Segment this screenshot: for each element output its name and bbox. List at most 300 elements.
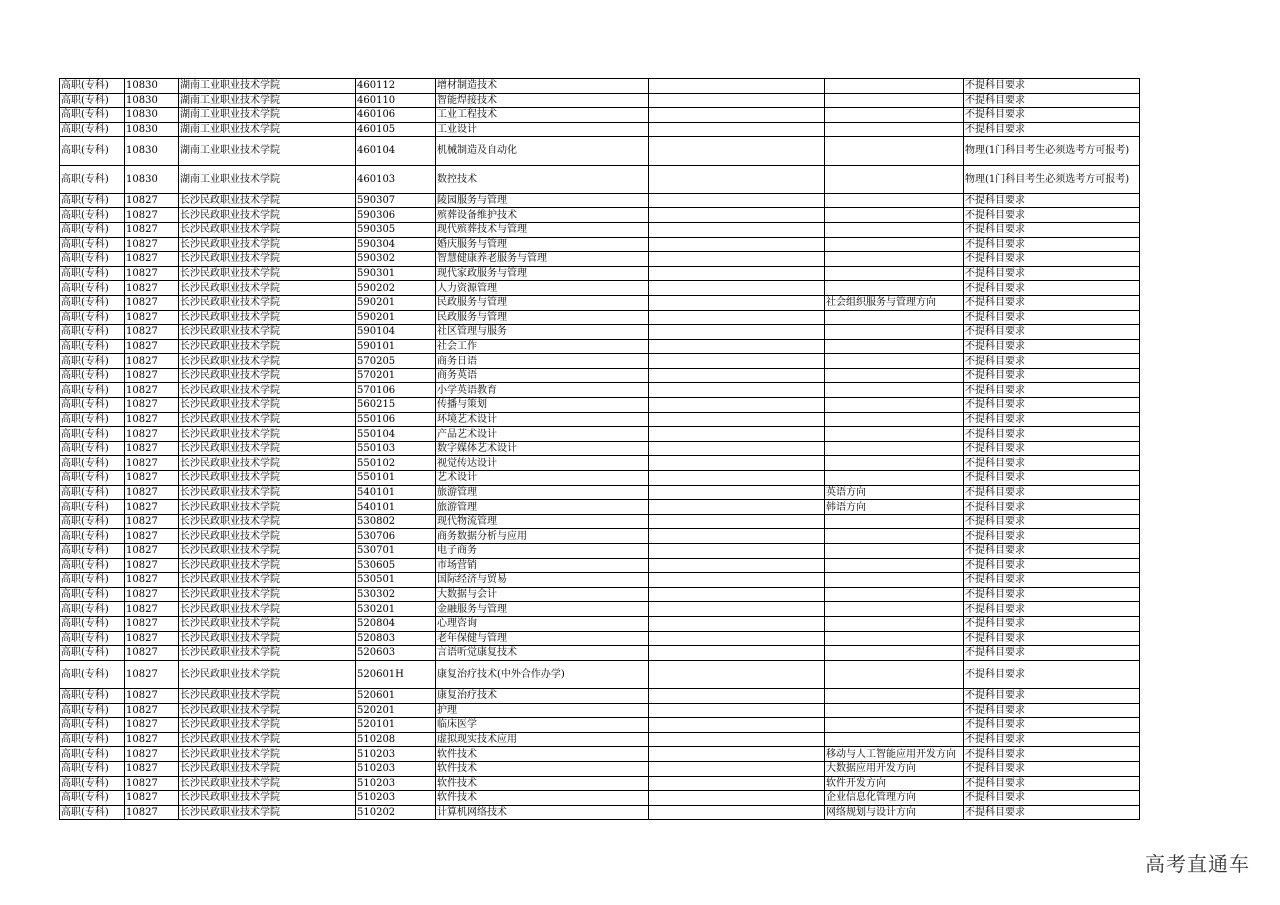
school-code-cell: 10830 — [125, 122, 179, 137]
table-row — [60, 383, 1140, 398]
subject-requirement-cell: 不提科目要求 — [964, 646, 1140, 661]
school-code-cell: 10827 — [125, 368, 179, 383]
direction-cell — [825, 122, 964, 137]
subject-requirement-cell: 不提科目要求 — [964, 354, 1140, 369]
school-code-cell: 10827 — [125, 776, 179, 791]
major-name-cell: 民政服务与管理 — [436, 295, 649, 310]
major-name-cell: 现代殡葬技术与管理 — [436, 222, 649, 237]
remark-cell — [649, 602, 825, 617]
subject-requirement-cell: 不提科目要求 — [964, 776, 1140, 791]
major-code-cell: 460106 — [356, 108, 436, 123]
school-code-cell: 10827 — [125, 295, 179, 310]
school-name-cell: 长沙民政职业技术学院 — [179, 208, 356, 223]
school-code-cell: 10827 — [125, 471, 179, 486]
table-row — [60, 805, 1140, 820]
direction-cell — [825, 573, 964, 588]
table-row — [60, 616, 1140, 631]
major-code-cell: 590201 — [356, 295, 436, 310]
direction-cell — [825, 108, 964, 123]
remark-cell — [649, 295, 825, 310]
subject-requirement-cell: 不提科目要求 — [964, 544, 1140, 559]
school-name-cell: 长沙民政职业技术学院 — [179, 281, 356, 296]
school-name-cell: 长沙民政职业技术学院 — [179, 398, 356, 413]
table-row — [60, 660, 1140, 688]
subject-requirement-cell: 不提科目要求 — [964, 266, 1140, 281]
school-code-cell: 10827 — [125, 602, 179, 617]
direction-cell: 大数据应用开发方向 — [825, 761, 964, 776]
school-code-cell: 10827 — [125, 791, 179, 806]
major-code-cell: 590307 — [356, 193, 436, 208]
subject-requirement-cell: 不提科目要求 — [964, 660, 1140, 688]
table-row — [60, 631, 1140, 646]
remark-cell — [649, 383, 825, 398]
major-code-cell: 510203 — [356, 791, 436, 806]
subject-requirement-cell: 不提科目要求 — [964, 631, 1140, 646]
major-code-cell: 550102 — [356, 456, 436, 471]
subject-requirement-cell: 不提科目要求 — [964, 108, 1140, 123]
major-code-cell: 550101 — [356, 471, 436, 486]
school-name-cell: 长沙民政职业技术学院 — [179, 339, 356, 354]
remark-cell — [649, 193, 825, 208]
remark-cell — [649, 776, 825, 791]
remark-cell — [649, 237, 825, 252]
major-name-cell: 软件技术 — [436, 776, 649, 791]
major-code-cell: 530605 — [356, 558, 436, 573]
major-name-cell: 旅游管理 — [436, 500, 649, 515]
major-code-cell: 510203 — [356, 747, 436, 762]
direction-cell — [825, 165, 964, 193]
school-name-cell: 长沙民政职业技术学院 — [179, 805, 356, 820]
direction-cell — [825, 427, 964, 442]
table-body — [60, 79, 1140, 820]
remark-cell — [649, 165, 825, 193]
school-code-cell: 10827 — [125, 558, 179, 573]
major-code-cell: 460112 — [356, 79, 436, 94]
school-code-cell: 10827 — [125, 456, 179, 471]
subject-requirement-cell: 不提科目要求 — [964, 325, 1140, 340]
remark-cell — [649, 791, 825, 806]
direction-cell — [825, 222, 964, 237]
major-code-cell: 550106 — [356, 412, 436, 427]
level-cell: 高职(专科) — [60, 354, 125, 369]
direction-cell — [825, 646, 964, 661]
level-cell: 高职(专科) — [60, 237, 125, 252]
table-row — [60, 602, 1140, 617]
major-code-cell: 540101 — [356, 500, 436, 515]
major-code-cell: 570205 — [356, 354, 436, 369]
school-code-cell: 10827 — [125, 427, 179, 442]
major-code-cell: 590301 — [356, 266, 436, 281]
level-cell: 高职(专科) — [60, 208, 125, 223]
subject-requirement-cell: 不提科目要求 — [964, 514, 1140, 529]
major-name-cell: 商务英语 — [436, 368, 649, 383]
school-name-cell: 长沙民政职业技术学院 — [179, 500, 356, 515]
major-name-cell: 老年保健与管理 — [436, 631, 649, 646]
subject-requirement-cell: 不提科目要求 — [964, 718, 1140, 733]
school-name-cell: 长沙民政职业技术学院 — [179, 471, 356, 486]
direction-cell — [825, 529, 964, 544]
direction-cell — [825, 631, 964, 646]
level-cell: 高职(专科) — [60, 383, 125, 398]
school-code-cell: 10827 — [125, 646, 179, 661]
major-name-cell: 康复治疗技术 — [436, 688, 649, 703]
level-cell: 高职(专科) — [60, 558, 125, 573]
subject-requirement-cell: 不提科目要求 — [964, 558, 1140, 573]
major-name-cell: 民政服务与管理 — [436, 310, 649, 325]
major-name-cell: 数字媒体艺术设计 — [436, 441, 649, 456]
table-row — [60, 208, 1140, 223]
major-name-cell: 婚庆服务与管理 — [436, 237, 649, 252]
subject-requirement-cell: 不提科目要求 — [964, 456, 1140, 471]
remark-cell — [649, 558, 825, 573]
school-code-cell: 10827 — [125, 688, 179, 703]
direction-cell — [825, 266, 964, 281]
major-name-cell: 临床医学 — [436, 718, 649, 733]
school-code-cell: 10827 — [125, 325, 179, 340]
remark-cell — [649, 587, 825, 602]
major-name-cell: 国际经济与贸易 — [436, 573, 649, 588]
major-name-cell: 工业设计 — [436, 122, 649, 137]
major-name-cell: 陵园服务与管理 — [436, 193, 649, 208]
major-name-cell: 社区管理与服务 — [436, 325, 649, 340]
school-name-cell: 长沙民政职业技术学院 — [179, 354, 356, 369]
subject-requirement-cell: 不提科目要求 — [964, 208, 1140, 223]
subject-requirement-cell: 不提科目要求 — [964, 441, 1140, 456]
level-cell: 高职(专科) — [60, 471, 125, 486]
school-name-cell: 湖南工业职业技术学院 — [179, 79, 356, 94]
subject-requirement-cell: 不提科目要求 — [964, 688, 1140, 703]
remark-cell — [649, 122, 825, 137]
major-name-cell: 软件技术 — [436, 791, 649, 806]
level-cell: 高职(专科) — [60, 456, 125, 471]
school-name-cell: 长沙民政职业技术学院 — [179, 193, 356, 208]
school-code-cell: 10827 — [125, 485, 179, 500]
remark-cell — [649, 529, 825, 544]
remark-cell — [649, 79, 825, 94]
subject-requirement-cell: 不提科目要求 — [964, 761, 1140, 776]
major-name-cell: 商务日语 — [436, 354, 649, 369]
major-code-cell: 520804 — [356, 616, 436, 631]
school-code-cell: 10827 — [125, 761, 179, 776]
school-name-cell: 长沙民政职业技术学院 — [179, 368, 356, 383]
level-cell: 高职(专科) — [60, 646, 125, 661]
table-row — [60, 368, 1140, 383]
major-name-cell: 心理咨询 — [436, 616, 649, 631]
table-row — [60, 252, 1140, 267]
level-cell: 高职(专科) — [60, 805, 125, 820]
direction-cell — [825, 137, 964, 165]
remark-cell — [649, 368, 825, 383]
remark-cell — [649, 398, 825, 413]
school-code-cell: 10827 — [125, 573, 179, 588]
direction-cell — [825, 368, 964, 383]
major-code-cell: 530706 — [356, 529, 436, 544]
school-name-cell: 长沙民政职业技术学院 — [179, 646, 356, 661]
subject-requirement-cell: 不提科目要求 — [964, 122, 1140, 137]
school-code-cell: 10827 — [125, 281, 179, 296]
major-code-cell: 530802 — [356, 514, 436, 529]
direction-cell — [825, 383, 964, 398]
level-cell: 高职(专科) — [60, 137, 125, 165]
major-code-cell: 520601H — [356, 660, 436, 688]
level-cell: 高职(专科) — [60, 544, 125, 559]
school-name-cell: 长沙民政职业技术学院 — [179, 383, 356, 398]
school-code-cell: 10827 — [125, 398, 179, 413]
direction-cell: 网络规划与设计方向 — [825, 805, 964, 820]
table-row — [60, 718, 1140, 733]
school-name-cell: 长沙民政职业技术学院 — [179, 427, 356, 442]
remark-cell — [649, 646, 825, 661]
direction-cell — [825, 412, 964, 427]
school-code-cell: 10827 — [125, 631, 179, 646]
subject-requirement-cell: 不提科目要求 — [964, 398, 1140, 413]
table-row — [60, 500, 1140, 515]
subject-requirement-cell: 不提科目要求 — [964, 791, 1140, 806]
table-row — [60, 295, 1140, 310]
subject-requirement-cell: 不提科目要求 — [964, 93, 1140, 108]
subject-requirement-cell: 不提科目要求 — [964, 412, 1140, 427]
major-code-cell: 550104 — [356, 427, 436, 442]
school-code-cell: 10830 — [125, 165, 179, 193]
table-row — [60, 514, 1140, 529]
major-code-cell: 520601 — [356, 688, 436, 703]
table-row — [60, 587, 1140, 602]
level-cell: 高职(专科) — [60, 529, 125, 544]
major-name-cell: 环境艺术设计 — [436, 412, 649, 427]
major-name-cell: 人力资源管理 — [436, 281, 649, 296]
direction-cell — [825, 544, 964, 559]
major-name-cell: 数控技术 — [436, 165, 649, 193]
major-name-cell: 智能焊接技术 — [436, 93, 649, 108]
table-row — [60, 310, 1140, 325]
table-row — [60, 222, 1140, 237]
major-name-cell: 金融服务与管理 — [436, 602, 649, 617]
level-cell: 高职(专科) — [60, 122, 125, 137]
subject-requirement-cell: 物理(1门科目考生必须选考方可报考) — [964, 137, 1140, 165]
school-name-cell: 湖南工业职业技术学院 — [179, 108, 356, 123]
major-name-cell: 机械制造及自动化 — [436, 137, 649, 165]
level-cell: 高职(专科) — [60, 732, 125, 747]
school-code-cell: 10827 — [125, 805, 179, 820]
remark-cell — [649, 732, 825, 747]
subject-requirement-cell: 不提科目要求 — [964, 616, 1140, 631]
table-row — [60, 165, 1140, 193]
major-name-cell: 小学英语教育 — [436, 383, 649, 398]
remark-cell — [649, 805, 825, 820]
major-code-cell: 590104 — [356, 325, 436, 340]
subject-requirement-cell: 不提科目要求 — [964, 383, 1140, 398]
school-code-cell: 10827 — [125, 222, 179, 237]
table-row — [60, 471, 1140, 486]
direction-cell: 企业信息化管理方向 — [825, 791, 964, 806]
subject-requirement-cell: 不提科目要求 — [964, 237, 1140, 252]
school-name-cell: 长沙民政职业技术学院 — [179, 761, 356, 776]
major-name-cell: 工业工程技术 — [436, 108, 649, 123]
level-cell: 高职(专科) — [60, 193, 125, 208]
school-name-cell: 长沙民政职业技术学院 — [179, 791, 356, 806]
table-row — [60, 281, 1140, 296]
level-cell: 高职(专科) — [60, 485, 125, 500]
school-name-cell: 湖南工业职业技术学院 — [179, 122, 356, 137]
enrollment-table — [59, 78, 1140, 820]
table-row — [60, 529, 1140, 544]
major-code-cell: 590101 — [356, 339, 436, 354]
remark-cell — [649, 500, 825, 515]
major-name-cell: 康复治疗技术(中外合作办学) — [436, 660, 649, 688]
level-cell: 高职(专科) — [60, 587, 125, 602]
major-name-cell: 艺术设计 — [436, 471, 649, 486]
level-cell: 高职(专科) — [60, 791, 125, 806]
school-name-cell: 长沙民政职业技术学院 — [179, 514, 356, 529]
direction-cell — [825, 514, 964, 529]
major-name-cell: 计算机网络技术 — [436, 805, 649, 820]
table-row — [60, 456, 1140, 471]
school-code-cell: 10830 — [125, 93, 179, 108]
school-code-cell: 10827 — [125, 383, 179, 398]
direction-cell — [825, 281, 964, 296]
remark-cell — [649, 208, 825, 223]
major-code-cell: 560215 — [356, 398, 436, 413]
table-row — [60, 688, 1140, 703]
direction-cell — [825, 732, 964, 747]
school-name-cell: 长沙民政职业技术学院 — [179, 688, 356, 703]
remark-cell — [649, 747, 825, 762]
remark-cell — [649, 137, 825, 165]
school-name-cell: 湖南工业职业技术学院 — [179, 137, 356, 165]
school-name-cell: 长沙民政职业技术学院 — [179, 660, 356, 688]
major-name-cell: 虚拟现实技术应用 — [436, 732, 649, 747]
level-cell: 高职(专科) — [60, 500, 125, 515]
table-row — [60, 732, 1140, 747]
subject-requirement-cell: 不提科目要求 — [964, 471, 1140, 486]
major-code-cell: 460105 — [356, 122, 436, 137]
major-name-cell: 殡葬设备维护技术 — [436, 208, 649, 223]
direction-cell — [825, 602, 964, 617]
major-name-cell: 护理 — [436, 703, 649, 718]
major-code-cell: 590201 — [356, 310, 436, 325]
level-cell: 高职(专科) — [60, 368, 125, 383]
remark-cell — [649, 441, 825, 456]
level-cell: 高职(专科) — [60, 427, 125, 442]
level-cell: 高职(专科) — [60, 108, 125, 123]
direction-cell — [825, 441, 964, 456]
table-row — [60, 427, 1140, 442]
major-code-cell: 530201 — [356, 602, 436, 617]
remark-cell — [649, 688, 825, 703]
remark-cell — [649, 93, 825, 108]
remark-cell — [649, 354, 825, 369]
major-name-cell: 市场营销 — [436, 558, 649, 573]
subject-requirement-cell: 不提科目要求 — [964, 732, 1140, 747]
level-cell: 高职(专科) — [60, 325, 125, 340]
major-code-cell: 520101 — [356, 718, 436, 733]
remark-cell — [649, 266, 825, 281]
major-name-cell: 智慧健康养老服务与管理 — [436, 252, 649, 267]
remark-cell — [649, 412, 825, 427]
level-cell: 高职(专科) — [60, 718, 125, 733]
direction-cell — [825, 558, 964, 573]
major-code-cell: 590305 — [356, 222, 436, 237]
remark-cell — [649, 761, 825, 776]
level-cell: 高职(专科) — [60, 573, 125, 588]
level-cell: 高职(专科) — [60, 660, 125, 688]
direction-cell — [825, 93, 964, 108]
school-code-cell: 10827 — [125, 237, 179, 252]
table-row — [60, 237, 1140, 252]
school-name-cell: 长沙民政职业技术学院 — [179, 310, 356, 325]
table-row — [60, 354, 1140, 369]
level-cell: 高职(专科) — [60, 514, 125, 529]
level-cell: 高职(专科) — [60, 602, 125, 617]
level-cell: 高职(专科) — [60, 631, 125, 646]
table-row — [60, 412, 1140, 427]
school-name-cell: 长沙民政职业技术学院 — [179, 587, 356, 602]
direction-cell — [825, 616, 964, 631]
major-name-cell: 商务数据分析与应用 — [436, 529, 649, 544]
subject-requirement-cell: 不提科目要求 — [964, 79, 1140, 94]
table-row — [60, 791, 1140, 806]
school-name-cell: 长沙民政职业技术学院 — [179, 732, 356, 747]
school-code-cell: 10827 — [125, 339, 179, 354]
remark-cell — [649, 108, 825, 123]
school-code-cell: 10827 — [125, 208, 179, 223]
major-name-cell: 软件技术 — [436, 747, 649, 762]
level-cell: 高职(专科) — [60, 266, 125, 281]
major-code-cell: 510203 — [356, 761, 436, 776]
table-row — [60, 137, 1140, 165]
remark-cell — [649, 427, 825, 442]
level-cell: 高职(专科) — [60, 310, 125, 325]
major-code-cell: 520803 — [356, 631, 436, 646]
table-row — [60, 93, 1140, 108]
remark-cell — [649, 660, 825, 688]
school-code-cell: 10830 — [125, 108, 179, 123]
remark-cell — [649, 325, 825, 340]
school-name-cell: 湖南工业职业技术学院 — [179, 93, 356, 108]
table-row — [60, 325, 1140, 340]
direction-cell: 韩语方向 — [825, 500, 964, 515]
major-code-cell: 590202 — [356, 281, 436, 296]
school-code-cell: 10827 — [125, 732, 179, 747]
major-code-cell: 550103 — [356, 441, 436, 456]
direction-cell — [825, 703, 964, 718]
level-cell: 高职(专科) — [60, 441, 125, 456]
direction-cell — [825, 237, 964, 252]
subject-requirement-cell: 不提科目要求 — [964, 805, 1140, 820]
school-name-cell: 长沙民政职业技术学院 — [179, 529, 356, 544]
direction-cell — [825, 339, 964, 354]
remark-cell — [649, 310, 825, 325]
direction-cell — [825, 688, 964, 703]
direction-cell — [825, 718, 964, 733]
remark-cell — [649, 456, 825, 471]
subject-requirement-cell: 不提科目要求 — [964, 485, 1140, 500]
school-code-cell: 10827 — [125, 718, 179, 733]
major-name-cell: 产品艺术设计 — [436, 427, 649, 442]
school-code-cell: 10827 — [125, 660, 179, 688]
school-code-cell: 10830 — [125, 137, 179, 165]
major-name-cell: 现代家政服务与管理 — [436, 266, 649, 281]
table-row — [60, 108, 1140, 123]
level-cell: 高职(专科) — [60, 747, 125, 762]
direction-cell — [825, 325, 964, 340]
school-name-cell: 长沙民政职业技术学院 — [179, 295, 356, 310]
school-name-cell: 长沙民政职业技术学院 — [179, 602, 356, 617]
level-cell: 高职(专科) — [60, 688, 125, 703]
subject-requirement-cell: 不提科目要求 — [964, 295, 1140, 310]
major-code-cell: 590302 — [356, 252, 436, 267]
subject-requirement-cell: 不提科目要求 — [964, 703, 1140, 718]
